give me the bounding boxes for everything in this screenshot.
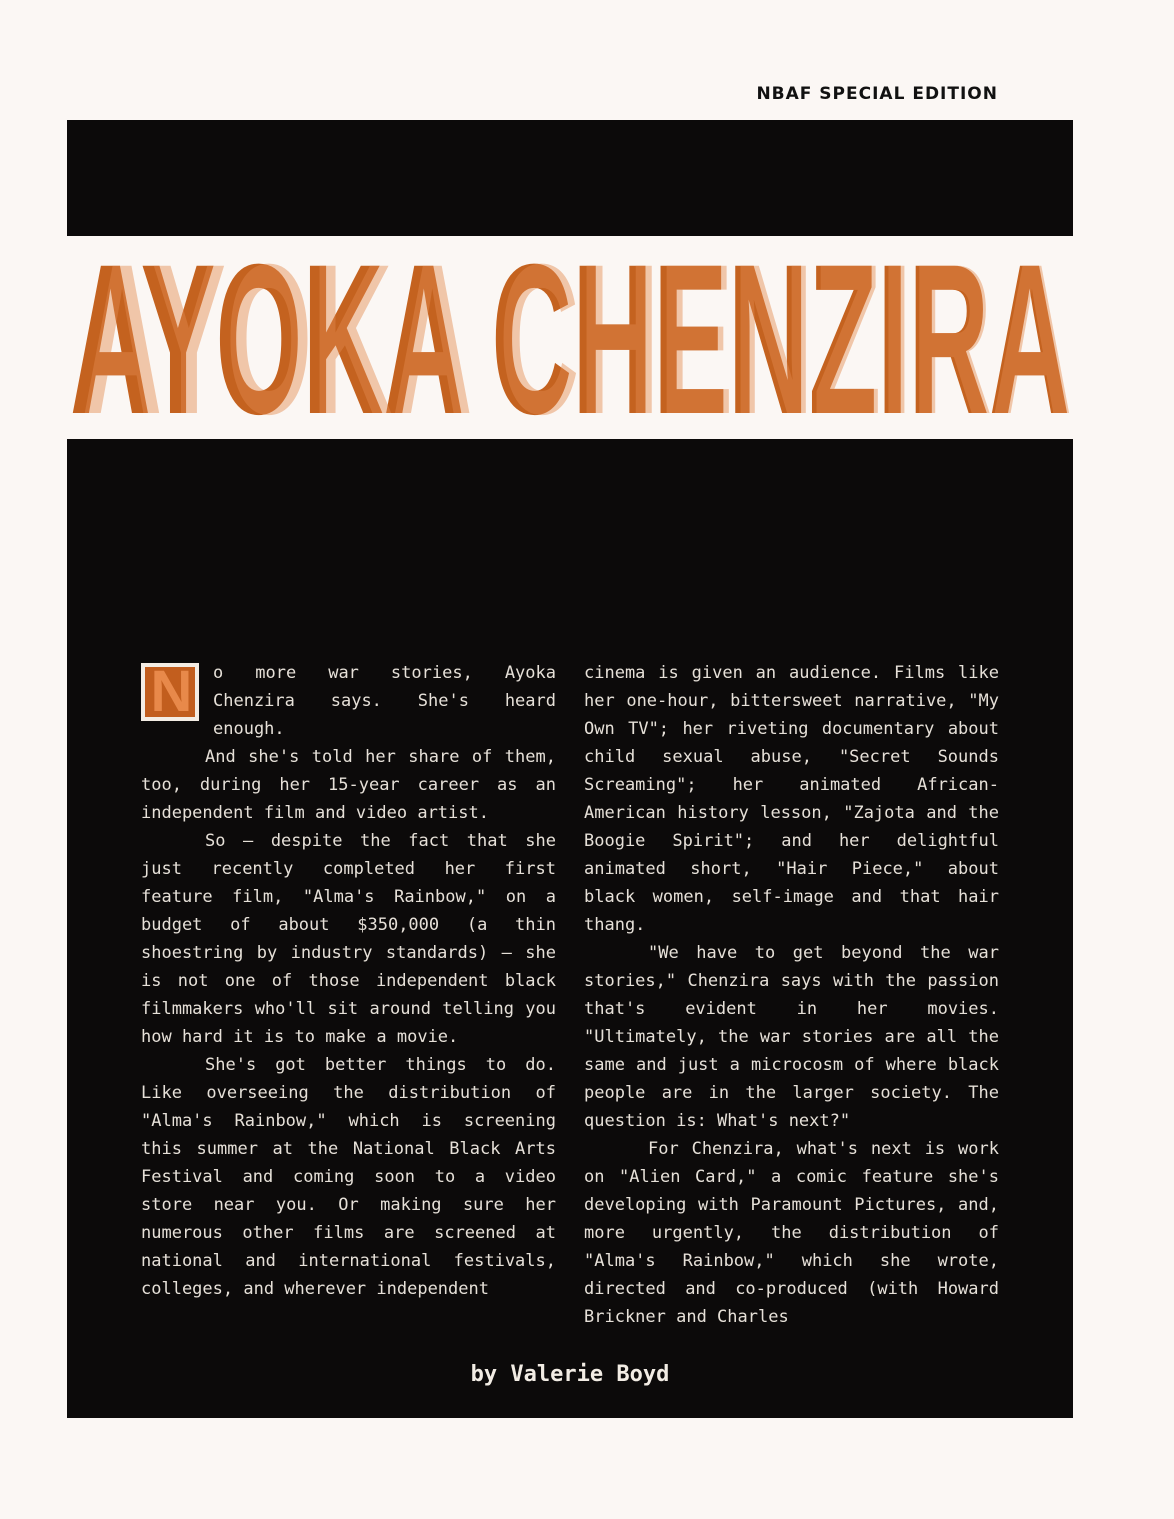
paragraph: o more war stories, Ayoka Chenzira says. She's heard enough. (213, 663, 556, 739)
byline: by Valerie Boyd (470, 1362, 670, 1387)
headline-overlay: AYOKA CHENZIRA (82, 250, 1072, 425)
edition-label: NBAF SPECIAL EDITION (756, 84, 998, 104)
article-column-right (584, 659, 999, 1331)
paragraph: For Chenzira, what's next is work on "Alien Card," a comic feature she's developing with Paramount Pictures, and, more urgently, the distribution of "Alma's Rainbow," which she wrote, directed and co-produced (with Howard Brickner and Charles (584, 1139, 999, 1327)
headline-text: AYOKA CHENZIRA (70, 250, 1070, 425)
article-box (67, 439, 1073, 1418)
article-column-left (141, 659, 556, 1331)
drop-cap (141, 663, 199, 721)
paragraph: cinema is given an audience. Films like her one-hour, bittersweet narrative, "My Own TV"; her riveting documentary about child sexual abuse, "Secret Sounds Screaming"; her animated African-American history lesson, "Zajota and the Boogie Spirit"; and her delightful animated short, "Hair Piece," about black women, self-image and that hair thang. (584, 663, 999, 935)
headline-graphic (67, 250, 1073, 425)
drop-cap-letter: N (150, 663, 190, 721)
article-columns (141, 659, 999, 1331)
paragraph: And she's told her share of them, too, during her 15-year career as an independent film and video artist. (141, 747, 556, 823)
headline (67, 250, 1073, 425)
paragraph: So – despite the fact that she just recently completed her first feature film, "Alma's Rainbow," on a budget of about $350,000 (a thin shoestring by industry standards) – she is not one of those independent black filmmakers who'll sit around telling you how hard it is to make a movie. (141, 831, 556, 1047)
paragraph: "We have to get beyond the war stories," Chenzira says with the passion that's evident in her movies. "Ultimately, the war stories are all the same and just a microcosm of where black people are in the larger society. The question is: What's next?" (584, 943, 999, 1131)
paragraph: She's got better things to do. Like overseeing the distribution of "Alma's Rainbow," which is screening this summer at the National Black Arts Festival and coming soon to a video store near you. Or making sure her numerous other films are screened at national and international festivals, colleges, and wherever independent (141, 1055, 556, 1299)
top-black-bar (67, 120, 1073, 236)
